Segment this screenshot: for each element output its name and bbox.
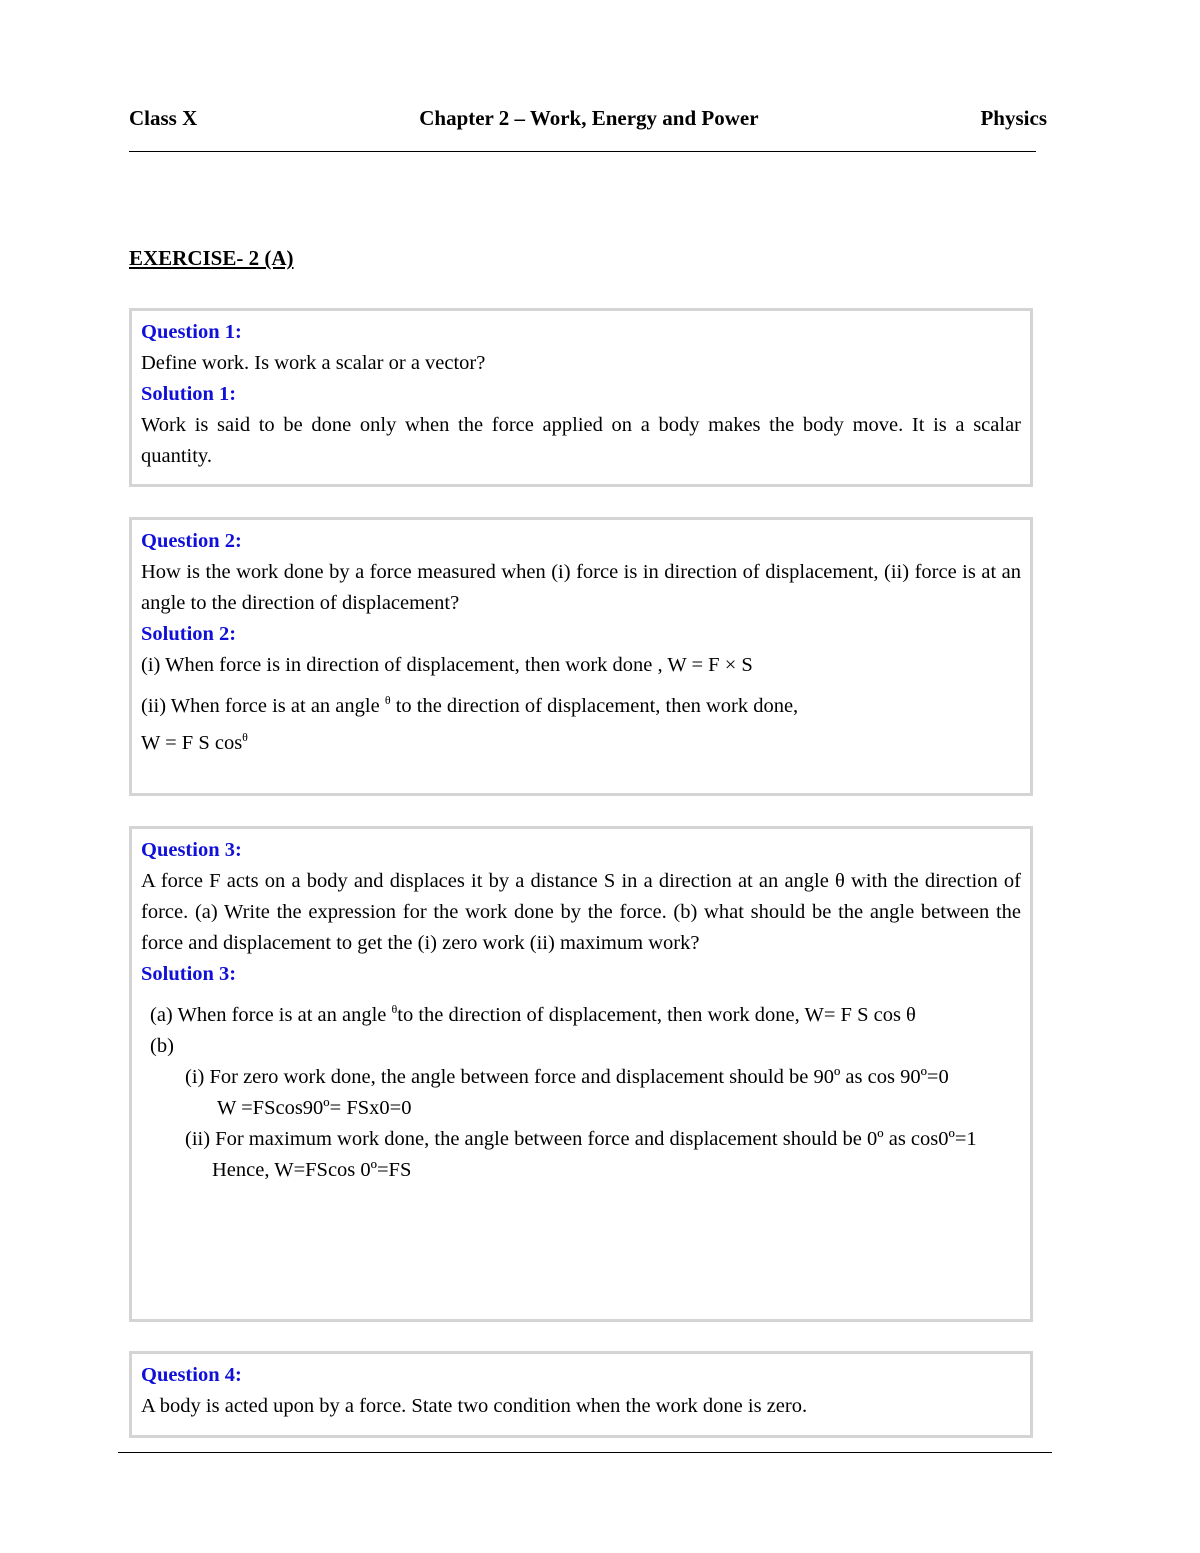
question-1-box xyxy=(129,308,1033,487)
theta-symbol-2: θ xyxy=(242,729,248,744)
header-subject: Physics xyxy=(980,106,1047,130)
exercise-title: EXERCISE- 2 (A) xyxy=(129,246,294,270)
solution-2-line-1: (i) When force is in direction of displacement, then work done , W = F × S xyxy=(141,654,753,676)
solution-2-line-3 xyxy=(141,722,1021,759)
question-3-box xyxy=(129,826,1033,1322)
theta-symbol: θ xyxy=(384,693,391,707)
solution-2-label: Solution 2: xyxy=(141,623,237,645)
question-4-box xyxy=(129,1351,1033,1438)
solution-3-part-a xyxy=(141,994,1021,1031)
question-3-label: Question 3: xyxy=(141,839,242,861)
question-2-text: How is the work done by a force measured when (i) force is in direction of displacement, (ii) force is at an angle to the direction of displacement? xyxy=(141,561,1021,614)
solution-3-part-a-start: (a) When force is at an angle xyxy=(150,1003,392,1026)
question-3-text: A force F acts on a body and displaces it by a distance S in a direction at an angle θ with the direction of force. (a) Write the expression for the work done by the force. (b) what should be the angle between the force and displacement to get the (i) zero work (ii) maximum work? xyxy=(141,870,1021,954)
header-divider xyxy=(129,151,1036,152)
solution-3-label: Solution 3: xyxy=(141,963,237,985)
footer-divider xyxy=(118,1452,1052,1453)
question-4-label: Question 4: xyxy=(141,1364,242,1386)
solution-1-text: Work is said to be done only when the force applied on a body makes the body move. It is a scalar quantity. xyxy=(141,414,1021,467)
question-2-box xyxy=(129,517,1033,796)
question-4-text: A body is acted upon by a force. State two condition when the work done is zero. xyxy=(141,1395,808,1417)
solution-2-line-2 xyxy=(141,685,1021,722)
solution-2-formula: W = F S cos xyxy=(141,731,243,754)
solution-3-part-b-i-equation: W =FScos90º= FSx0=0 xyxy=(217,1096,412,1119)
header-chapter: Chapter 2 – Work, Energy and Power xyxy=(419,106,759,130)
solution-3-part-b-i: (i) For zero work done, the angle between force and displacement should be 90º as cos 90º=0 xyxy=(185,1065,949,1088)
header-class: Class X xyxy=(129,106,198,130)
solution-2-line-2-start: (ii) When force is at an angle xyxy=(141,694,385,717)
solution-2-line-2-end: to the direction of displacement, then work done, xyxy=(390,694,799,717)
question-2-label: Question 2: xyxy=(141,530,242,552)
solution-3-part-a-end: to the direction of displacement, then work done, W= F S cos θ xyxy=(397,1003,916,1026)
question-1-text: Define work. Is work a scalar or a vector? xyxy=(141,352,486,374)
solution-3-part-b-label: (b) xyxy=(150,1034,174,1057)
solution-3-part-b-ii-equation: Hence, W=FScos 0º=FS xyxy=(212,1158,412,1181)
theta-symbol-3: θ xyxy=(391,1002,398,1016)
page-header xyxy=(129,106,1047,131)
solution-1-label: Solution 1: xyxy=(141,383,237,405)
question-1-label: Question 1: xyxy=(141,321,242,343)
solution-3-part-b-ii: (ii) For maximum work done, the angle between force and displacement should be 0º as cos0º=1 xyxy=(185,1127,977,1150)
